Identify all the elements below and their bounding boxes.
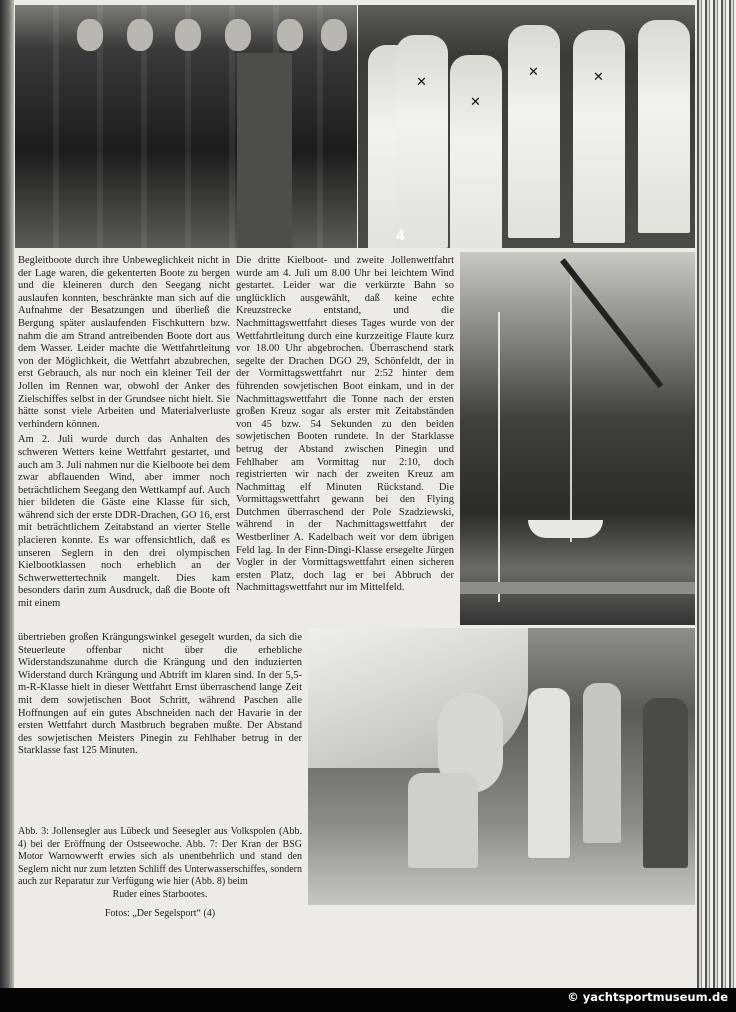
photo-abb4-sailors-in-white: ✕ ✕ ✕ ✕ 4 <box>358 5 695 248</box>
paragraph: Am 2. Juli wurde durch das Anhalten des schweren Wetters keine Wettfahrt gestartet, und auch am 3. Juli nahmen nur die Kielboote bei dem zwar abflauenden Wind, aber immer noch beträchtlichem Seegang den Wettkampf auf. Auch hier bildeten die Gäste eine Klasse für sich, während sich der erste DDR-Drachen, GO 16, erst mit beträchtlichem Zeitabstand an vierter Stelle placieren konnte. Es war offensichtlich, daß es unseren Seglern in den drei olympischen Kielbootklassen noch erheblich an der Schwerwettertechnik mangelt. Dies kam besonders darin zum Ausdruck, daß die Boote oft mit einem <box>18 434 230 610</box>
watermark: © yachtsportmuseum.de <box>567 990 728 1004</box>
article-column-1 <box>18 255 230 611</box>
page-edge-left <box>0 0 14 990</box>
photo-number: 4 <box>396 229 406 244</box>
caption-text: Abb. 3: Jollensegler aus Lübeck und Seesegler aus Volkspolen (Abb. 4) bei der Eröffnung der Ostseewoche. Abb. 7: Der Kran der BSG Motor Warnowwerft erwies sich als unentbehrlich und stand den Seglern nicht nur zum letzten Schliff des Unterwasserschiffes, sondern auch zur Reparatur zur Verfügung wie hier (Abb. 8) beim <box>18 826 302 888</box>
photo-caption <box>18 826 302 920</box>
caption-last-line: Ruder eines Starbootes. <box>112 888 208 900</box>
book-binding <box>697 0 736 990</box>
paragraph: Die dritte Kielboot- und zweite Jollenwettfahrt wurde am 4. Juli um 8.00 Uhr bei leichtem Wind gestartet. Leider war die verkürzte Bahn so unglücklich ausgewählt, daß keine echte Kreuzstrecke entstand, und die Nachmittagswettfahrt dieses Tages wurde von der Wettfahrtleitung durch eine kurzzeitige Flaute kurz vor 18.00 Uhr abgebrochen. Überraschend stark segelte der Drachen DGO 29, Schönfeldt, der in der Vormittagswettfahrt nur 2:52 hinter dem führenden sowjetischen Boot einkam, und in der Nachmittagswettfahrt die Tonne nach der ersten großen Kreuz sogar als erster mit Zeitabständen von 45 bzw. 54 Sekunden zu den beiden sowjetischen Booten rundete. In der Starklasse betrug der Abstand zwischen Pinegin und Fehlhaber am Vormittag nur 2:10, doch registrierten wir nach der zweiten Kreuz am Nachmittag elf Minuten Rückstand. Die Vormittagswettfahrt gewann bei den Flying Dutchmen überraschend der Pole Szadziewski, während in der Nachmittagswettfahrt der Westberliner A. Kadelbach weit vor dem übrigen Feld lag. In der Finn-Dingi-Klasse ersegelte Jürgen Vogler in der Vormittagswettfahrt einen sicheren ersten Platz, doch lag er bei Abbruch der Nachmittagswettfahrt nur im Mittelfeld. <box>236 255 454 594</box>
paragraph: Begleitboote durch ihre Unbeweglichkeit nicht in der Lage waren, die gekenterten Boote zu bergen und die kleineren durch den Seegang nicht auslaufen konnten, beschränkte man sich auf die Aufnahme der Besatzungen und überließ die Bergung später auslaufenden Fischkuttern bzw. nahm die am Strand antreibenden Boote dort aus dem Wasser. Leider machte die Wettfahrtleitung von der Möglichkeit, die Wettfahrt abzubrechen, erst Gebrauch, als nur noch ein kleiner Teil der Jollen im Rennen war, obwohl der Anker des Zielschiffes selbst in der Grundsee nicht hielt. Sie hätte sonst viele Arbeiten und Materialverluste verhindern können. <box>18 255 230 430</box>
article-column-1-continued <box>18 632 302 758</box>
article-column-2 <box>236 255 454 595</box>
photo-abb3-sailors-in-blazers <box>15 5 357 248</box>
photo-credit: Fotos: „Der Segelsport“ (4) <box>104 907 216 919</box>
photo-abb8-starboat-rudder-repair <box>308 628 695 905</box>
photo-abb7-crane-warnowwerft <box>460 252 695 625</box>
paragraph: übertrieben großen Krängungswinkel gesegelt wurden, da sich die Steuerleute offenbar nicht über die erhebliche Widerstandszunahme durch die Krängung und den induzierten Widerstand durch Krängung und Abtrift im klaren sind. In der 5,5-m-R-Klasse hielt in dieser Wettfahrt Ernst überraschend lange Zeit mit dem sowjetischen Boot Schritt, während Paschen alle Hoffnungen auf ein gutes Abschneiden nach der Havarie in der ersten Wettfahrt durch Mastbruch begraben mußte. Der Abstand des sowjetischen Meisters Pinegin zu Fehlhaber betrug in der Starklasse fast 125 Minuten. <box>18 632 302 757</box>
